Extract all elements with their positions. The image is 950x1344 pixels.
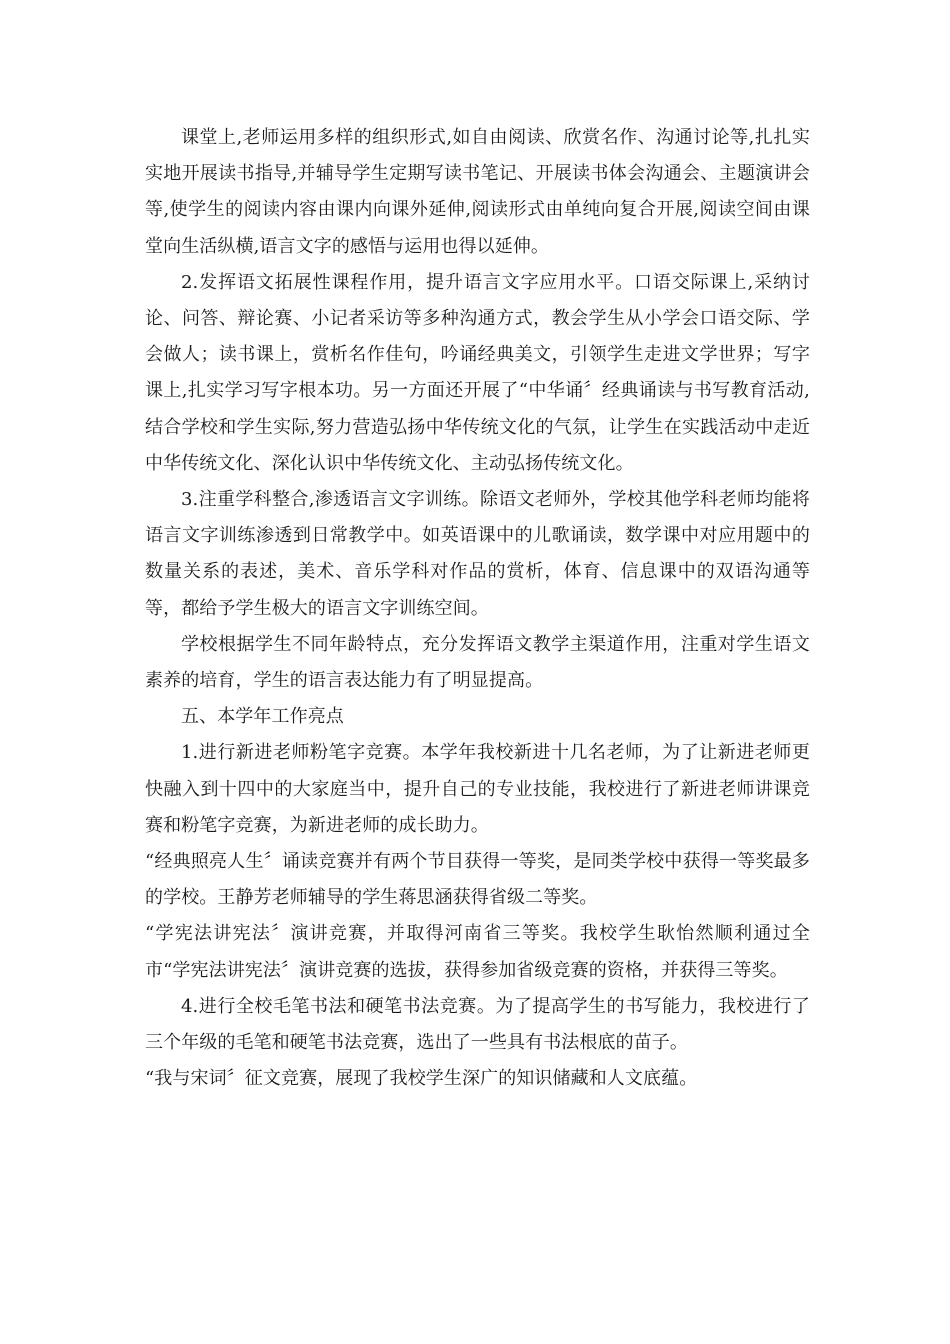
paragraph-chalk-competition: 1.进行新进老师粉笔字竞赛。本学年我校新进十几名老师，为了让新进老师更快融入到十四中的大家庭当中，提升自己的专业技能，我校进行了新进老师讲课竞赛和粉笔字竞赛，为新进老师的成长助力。 <box>145 742 810 836</box>
paragraph-subject-integration: 3.注重学科整合,渗透语言文字训练。除语文老师外，学校其他学科老师均能将语言文字训练渗透到日常教学中。如英语课中的儿歌诵读，数学课中对应用题中的数量关系的表述，美术、音乐学科对作品的赏析，体育、信息课中的双语沟通等等，都给予学生极大的语言文字训练空间。 <box>145 489 810 619</box>
paragraph-song-ci-essay: “我与宋词〞征文竞赛，展现了我校学生深广的知识储藏和人文底蕴。 <box>145 1068 698 1090</box>
paragraph-recitation-competition: “经典照亮人生〞诵读竞赛并有两个节目获得一等奖，是同类学校中获得一等奖最多的学校。王静芳老师辅导的学生蒋思涵获得省级二等奖。 <box>145 851 810 909</box>
paragraph-extension-courses: 2.发挥语文拓展性课程作用，提升语言文字应用水平。口语交际课上,采纳讨论、问答、辩论赛、小记者采访等多种沟通方式，教会学生从小学会口语交际、学会做人；读书课上，赏析名作佳句，吟诵经典美文，引领学生走进文学世界；写字课上,扎实学习写字根本功。另一方面还开展了“中华诵〞经典诵读与书写教育活动,结合学校和学生实际,努力营造弘扬中华传统文化的气氛，让学生在实践活动中走近中华传统文化、深化认识中华传统文化、主动弘扬传统文化。 <box>145 271 810 474</box>
paragraph-calligraphy-competition: 4.进行全校毛笔书法和硬笔书法竞赛。为了提高学生的书写能力，我校进行了三个年级的毛笔和硬笔书法竞赛，选出了一些具有书法根底的苗子。 <box>145 995 810 1054</box>
document-body <box>145 120 810 1097</box>
paragraph-school-summary: 学校根据学生不同年龄特点，充分发挥语文教学主渠道作用，注重对学生语文素养的培育，学生的语言表达能力有了明显提高。 <box>145 633 810 692</box>
section-heading-highlights: 五、本学年工作亮点 <box>181 706 344 728</box>
paragraph-classroom-reading: 课堂上,老师运用多样的组织形式,如自由阅读、欣赏名作、沟通讨论等,扎扎实实地开展读书指导,并辅导学生定期写读书笔记、开展读书体会沟通会、主题演讲会等,使学生的阅读内容由课内向课外延伸,阅读形式由单纯向复合开展,阅读空间由课堂向生活纵横,语言文字的感悟与运用也得以延伸。 <box>145 127 810 257</box>
paragraph-constitution-speech: “学宪法讲宪法〞演讲竞赛，并取得河南省三等奖。我校学生耿怡然顺利通过全市“学宪法讲宪法〞演讲竞赛的选拔，获得参加省级竞赛的资格，并获得三等奖。 <box>145 923 810 981</box>
